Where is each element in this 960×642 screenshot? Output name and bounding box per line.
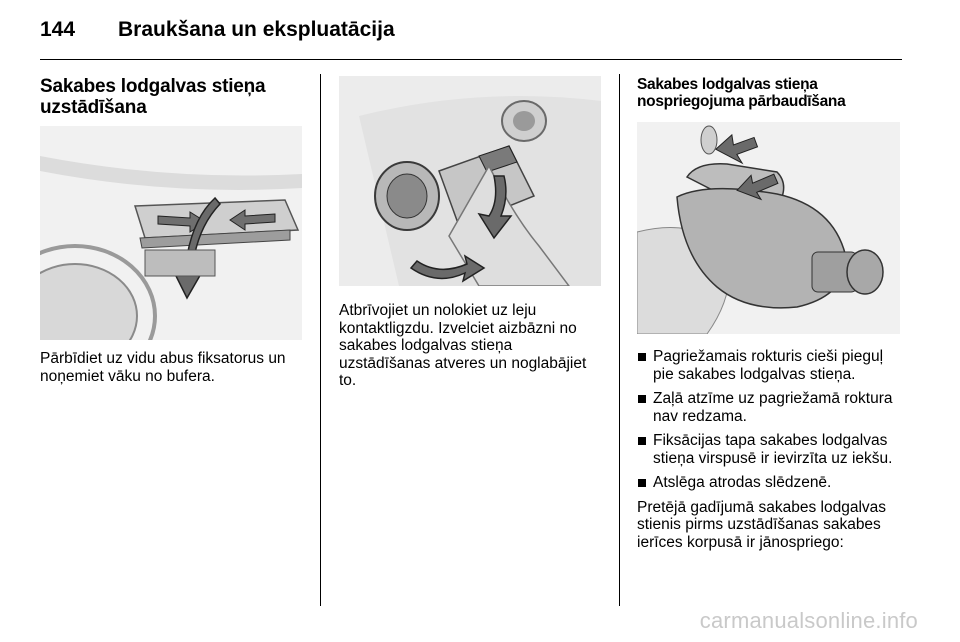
list-item: Zaļā atzīme uz pagriežamā roktura nav redzama. [637,390,902,425]
paragraph-otherwise: Pretējā gadījumā sakabes lodgalvas stienis pirms uzstādīšanas sakabes ierīces korpusā ir jānospriego: [637,498,887,551]
watermark: carmanualsonline.info [699,608,918,633]
section-heading-installation: Sakabes lodgalvas stieņa uzstādīšana [40,76,266,118]
page-header [40,18,395,46]
bullet-icon [638,395,646,403]
column-1 [40,76,302,118]
header-divider [40,59,902,60]
column-3 [637,76,900,110]
chapter-title: Braukšana un ekspluatācija [118,18,395,41]
bullet-icon [638,437,646,445]
column-divider-1 [320,74,321,606]
list-item: Pagriežamais rokturis cieši pieguļ pie sakabes lodgalvas stieņa. [637,348,902,383]
page-number: 144 [40,18,76,41]
list-item: Fiksācijas tapa sakabes lodgalvas stieņa virspusē ir ievirzīta uz iekšu. [637,432,902,467]
column-divider-2 [619,74,620,606]
bullet-icon [638,479,646,487]
bullet-icon [638,353,646,361]
column-3-text [637,348,902,551]
checklist [637,348,902,492]
figure-ball-bar [637,122,900,334]
paragraph-socket: Atbrīvojiet un nolokiet uz leju kontaktligzdu. Izvelciet aizbāzni no sakabes lodgalvas stieņa uzstādīšanas atveres un noglabājiet to. [339,302,587,389]
paragraph-installation: Pārbīdiet uz vidu abus fiksatorus un noņemiet vāku no bufera. [40,350,286,385]
section-heading-tension-check: Sakabes lodgalvas stieņa nospriegojuma pārbaudīšana [637,76,846,110]
figure-socket-plug [339,76,601,286]
list-item: Atslēga atrodas slēdzenē. [637,474,902,492]
figure-bumper-cover [40,126,302,340]
